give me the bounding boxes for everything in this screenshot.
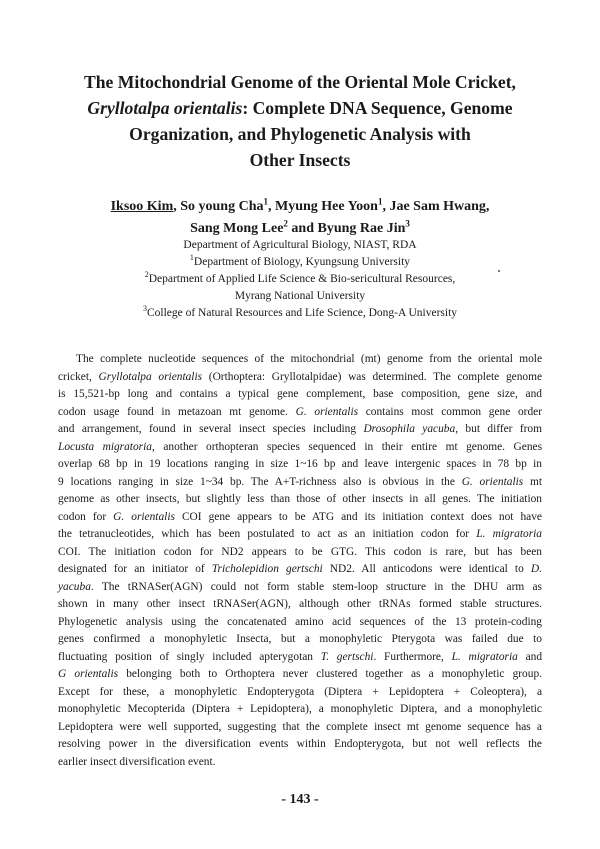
abstract-line: monophyletic Mecopterida (Diptera + Lepidoptera), a monophyletic Diptera, and a monophyletic bbox=[58, 703, 542, 715]
species-name: Gryllotalpa orientalis bbox=[87, 98, 243, 118]
affiliation-list bbox=[40, 237, 560, 322]
abstract-line: G orientalis belonging both to Orthoptera never clustered together as a monophyletic group. bbox=[58, 668, 542, 680]
abstract-line: designated for an initiator of Tricholepidion gertschi ND2. All anticodons were identical to D. bbox=[58, 563, 542, 575]
abstract-line: fluctuating position of singly included apterygotan T. gertschi. Furthermore, L. migratoria and bbox=[58, 650, 543, 663]
abstract-line: 9 locations ranging in size 1~34 bp. The A+T-richness also is obvious in the G. orientalis mt bbox=[58, 475, 543, 488]
abstract-line: Lepidoptera were well supported, suggesting that the complete insect mt genome sequence has a bbox=[58, 720, 542, 733]
abstract-line: yacuba. The tRNASer(AGN) could not form stable stem-loop structure in the DHU arm as bbox=[58, 580, 542, 593]
abstract-line: cricket, Gryllotalpa orientalis (Orthoptera: Gryllotalpidae) was determined. The complete genome bbox=[58, 370, 543, 383]
author-list bbox=[40, 196, 560, 240]
abstract-line: codon for G. orientalis COI gene appears to be ATG and its initiation context does not have bbox=[58, 510, 542, 523]
title-line: The Mitochondrial Genome of the Oriental Mole Cricket, bbox=[84, 72, 516, 92]
affiliation: Department of Agricultural Biology, NIAST, RDA bbox=[183, 239, 417, 251]
abstract-line: genes confirmed a monophyletic Insecta, but a monophyletic Pterygota was failed due to bbox=[58, 633, 542, 645]
abstract-line: shown in many other insect tRNASer(AGN), although other tRNAs formed stable structures. bbox=[58, 598, 542, 610]
abstract-line: and arrangement, found in several insect species including Drosophila yacuba, but differ from bbox=[58, 423, 542, 435]
title-line: Organization, and Phylogenetic Analysis with bbox=[129, 124, 471, 144]
abstract-line: earlier insect diversification event. bbox=[58, 755, 216, 768]
abstract-line: codon usage found in metazoan mt genome. G. orientalis contains most common gene order bbox=[58, 405, 543, 418]
abstract-line: the tetranucleotides, which has been postulated to act as an initiation codon for L. migratoria bbox=[58, 528, 543, 540]
scan-speck bbox=[498, 270, 500, 272]
title-line: Gryllotalpa orientalis: Complete DNA Sequence, Genome bbox=[87, 98, 513, 118]
affiliation: $^1$Department of Biology, Kyungsung University bbox=[189, 253, 411, 268]
author-line: Iksoo Kim, So young Cha$^1$, Myung Hee Yoon$^1$, Jae Sam Hwang, bbox=[110, 196, 490, 214]
abstract-line: Phylogenetic analysis using the concatenated amino acid sequences of the 13 protein-coding bbox=[58, 615, 542, 628]
abstract-line: genome as other insects, but slightly less than those of other insects in all genes. The initiation bbox=[58, 493, 542, 505]
abstract-line: COI. The initiation codon for ND2 appears to be GTG. This codon is rare, but has been bbox=[58, 545, 542, 558]
affiliation: $^2$Department of Applied Life Science & Bio-sericultural Resources, bbox=[144, 270, 456, 285]
abstract bbox=[58, 351, 542, 771]
abstract-line: Locusta migratoria, another orthopteran species sequenced in their entire mt genome. Genes bbox=[58, 440, 543, 453]
affiliation: $^3$College of Natural Resources and Life Science, Dong-A University bbox=[142, 304, 458, 319]
abstract-line: The complete nucleotide sequences of the mitochondrial (mt) genome from the oriental mole bbox=[76, 353, 542, 365]
affiliation: Myrang National University bbox=[234, 290, 366, 302]
author-line: Sang Mong Lee$^2$ and Byung Rae Jin$^3$ bbox=[190, 218, 410, 236]
title-line: Other Insects bbox=[249, 150, 351, 170]
corresponding-author: Iksoo Kim bbox=[110, 199, 174, 214]
abstract-line: resolving power in the diversification events within Endopterygota, but not well reflects the bbox=[58, 738, 542, 750]
paper-title bbox=[40, 69, 560, 173]
abstract-line: overlap 68 bp in 19 locations ranging in size 1~16 bp and leave intergenic spaces in 78 bp in bbox=[58, 458, 542, 470]
abstract-line: is 15,521-bp long and contains a typical gene complement, base composition, gene size, and bbox=[58, 388, 542, 400]
page-number: - 143 - bbox=[281, 792, 319, 807]
abstract-line: Except for these, a monophyletic Endopterygota (Diptera + Lepidoptera + Coleoptera), a bbox=[58, 685, 542, 698]
